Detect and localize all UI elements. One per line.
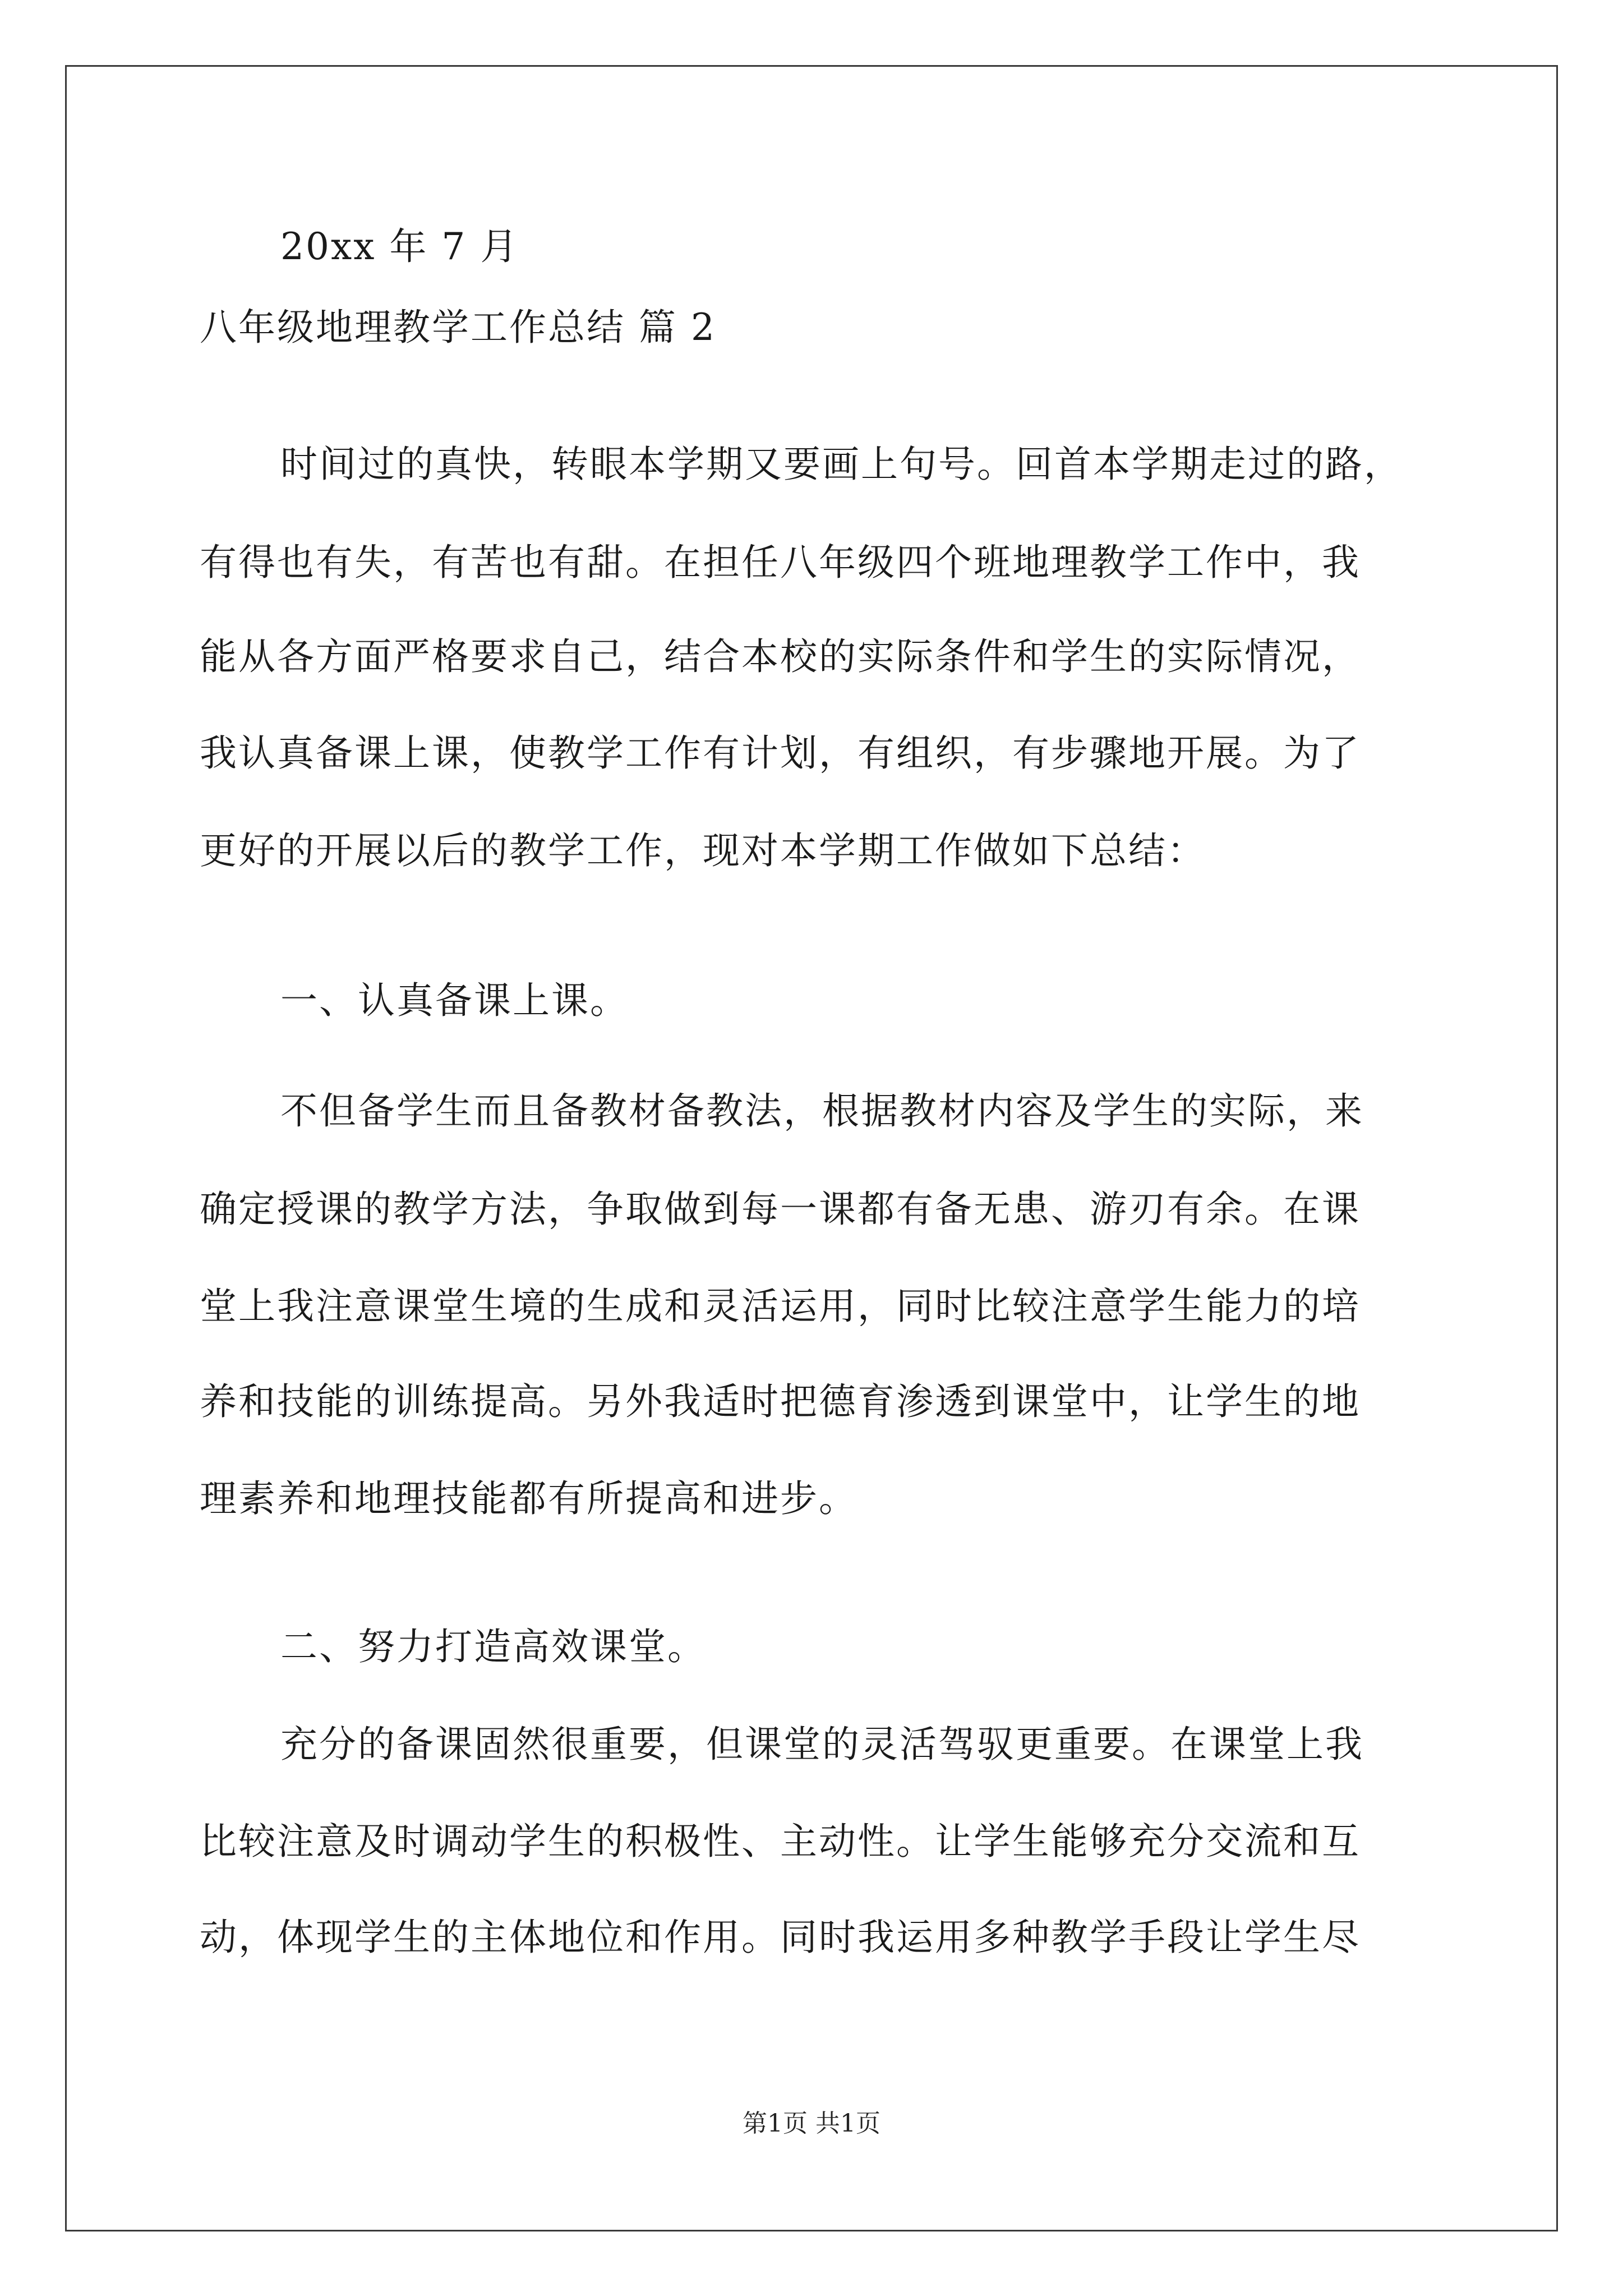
paragraph-line: 理素养和地理技能都有所提高和进步。	[200, 1477, 857, 1520]
document-title: 八年级地理教学工作总结 篇 2	[200, 306, 716, 349]
paragraph-line: 堂上我注意课堂生境的生成和灵活运用，同时比较注意学生能力的培	[200, 1285, 1361, 1328]
paragraph-line: 养和技能的训练提高。另外我适时把德育渗透到课堂中，让学生的地	[200, 1380, 1361, 1423]
paragraph-line: 动，体现学生的主体地位和作用。同时我运用多种教学手段让学生尽	[200, 1916, 1361, 1959]
paragraph-line: 不但备学生而且备教材备教法，根据教材内容及学生的实际，来	[280, 1089, 1364, 1133]
paragraph-line: 时间过的真快，转眼本学期又要画上句号。回首本学期走过的路，	[280, 443, 1403, 486]
section-heading: 一、认真备课上课。	[280, 979, 629, 1022]
page-footer: 第1页 共1页	[743, 2109, 880, 2138]
paragraph-line: 更好的开展以后的教学工作，现对本学期工作做如下总结：	[200, 829, 1206, 872]
paragraph-line: 有得也有失，有苦也有甜。在担任八年级四个班地理教学工作中，我	[200, 541, 1361, 584]
page-frame	[65, 65, 1558, 2231]
paragraph-line: 能从各方面严格要求自己，结合本校的实际条件和学生的实际情况，	[200, 635, 1361, 678]
paragraph-line: 确定授课的教学方法，争取做到每一课都有备无患、游刃有余。在课	[200, 1188, 1361, 1231]
paragraph-line: 充分的备课固然很重要，但课堂的灵活驾驭更重要。在课堂上我	[280, 1723, 1364, 1766]
paragraph-line: 比较注意及时调动学生的积极性、主动性。让学生能够充分交流和互	[200, 1820, 1361, 1863]
paragraph-line: 我认真备课上课，使教学工作有计划，有组织，有步骤地开展。为了	[200, 731, 1361, 775]
document-date: 20xx 年 7 月	[280, 225, 519, 268]
section-heading: 二、努力打造高效课堂。	[280, 1625, 706, 1668]
